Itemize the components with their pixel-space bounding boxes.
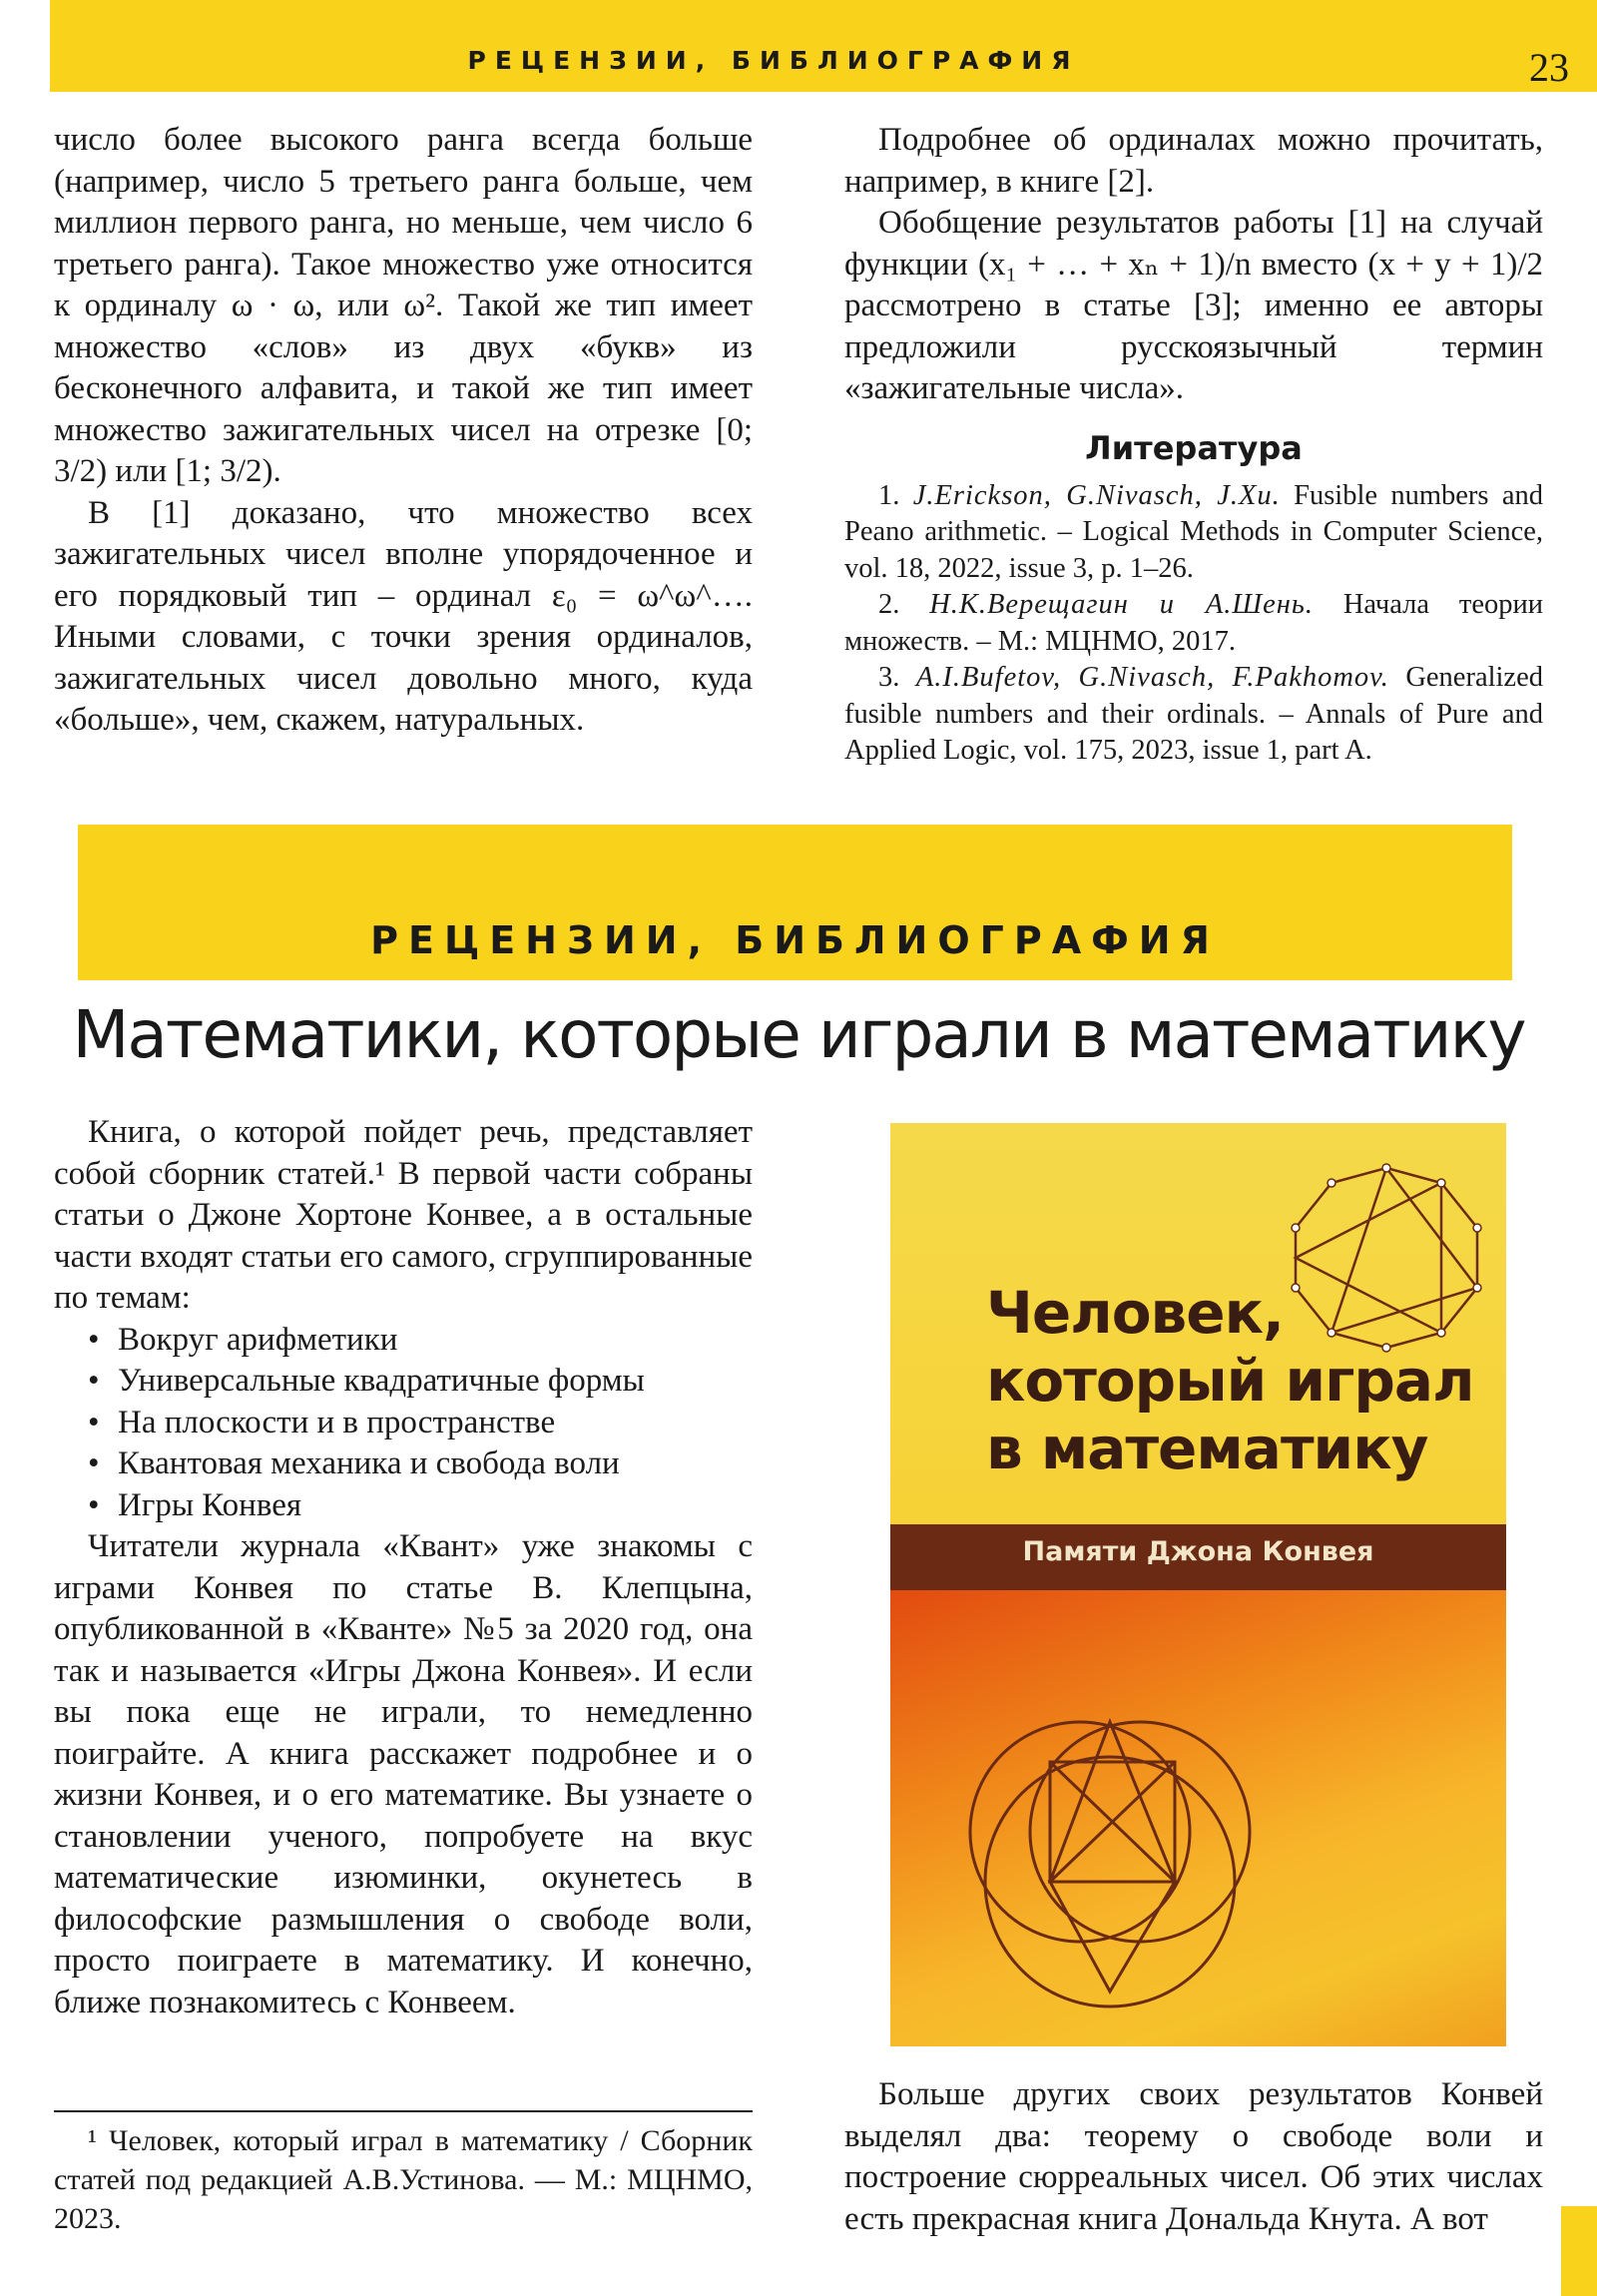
list-item: • На плоскости и в пространстве bbox=[88, 1403, 753, 1444]
paragraph-continuation: Больше других своих результатов Конвей выделял два: теорему о свободе воли и построение сюрреальных чисел. Об этих числах есть прекрасная книга Дональда Кнута. А вот bbox=[844, 2076, 1543, 2237]
references-list bbox=[844, 478, 1543, 770]
list-item: • Универсальные квадратичные формы bbox=[88, 1361, 753, 1403]
paragraph-body: Читатели журнала «Квант» уже знакомы с играми Конвея по статье В. Клепцына, опубликованной в «Кванте» №5 за 2020 год, она так и называется «Игры Джона Конвея». И если вы пока еще не играли, то немедленно поиграйте. А книга расскажет подробнее и о жизни Конвея, и о его математике. Вы узнаете о становлении ученого, попробуете на вкус математические изюминки, окунетесь в философские размышления о свободе воли, просто поиграете в математику. И конечно, ближе познакомитесь с Конвеем. bbox=[54, 1528, 753, 2020]
footnote-divider bbox=[54, 2110, 753, 2112]
running-head-title: РЕЦЕНЗИИ, БИБЛИОГРАФИЯ bbox=[467, 46, 1080, 75]
cover-title: Человек, который играл в математику bbox=[986, 1279, 1474, 1482]
paragraph-intro: Книга, о которой пойдет речь, представляет собой сборник статей.¹ В первой части собраны статьи о Джоне Хортоне Конвее, а в остальные части входят статьи его самого, сгруппированные по темам: bbox=[54, 1114, 753, 1316]
references-heading: Литература bbox=[1085, 428, 1303, 467]
running-head bbox=[50, 0, 1597, 92]
reference-item: 2. Н.К.Верещагин и А.Шень. Начала теории множеств. – М.: МЦНМО, 2017. bbox=[844, 589, 1543, 657]
cover-subtitle-band bbox=[890, 1524, 1506, 1590]
right-column-bottom bbox=[844, 2074, 1543, 2240]
right-column-top bbox=[844, 120, 1543, 770]
footnote bbox=[54, 2121, 753, 2238]
list-item: • Квантовая механика и свобода воли bbox=[88, 1443, 753, 1485]
cover-subtitle: Памяти Джона Конвея bbox=[1022, 1536, 1374, 1567]
paragraph-generalization: Обобщение результатов работы [1] на случай функции (x₁ + … + xₙ + 1)/n вместо (x + y + 1)/2 рассмотрено в статье [3]; именно ее авторы предложили русскоязычный термин «зажигательные числа». bbox=[844, 205, 1543, 406]
paragraph-ordinals: число более высокого ранга всегда больше (например, число 5 третьего ранга больше, чем миллион первого ранга, но меньше, чем число 6 третьего ранга). Такое множество уже относится к ординалу ω · ω, или ω². Такой же тип имеет множество «слов» из двух «букв» из бесконечного алфавита, и такой же тип имеет множество зажигательных чисел на отрезке [0; 3/2) или [1; 3/2). bbox=[54, 122, 753, 489]
list-item: • Вокруг арифметики bbox=[88, 1320, 753, 1362]
page-edge-strip bbox=[1561, 2206, 1597, 2296]
section-banner-title: РЕЦЕНЗИИ, БИБЛИОГРАФИЯ bbox=[370, 918, 1220, 962]
paragraph-proof: В [1] доказано, что множество всех зажигательных чисел вполне упорядоченное и его порядковый тип – ординал ε₀ = ω^ω^…. Иными словами, с точки зрения ординалов, зажигательных чисел довольно много, куда «больше», чем, скажем, натуральных. bbox=[54, 494, 753, 738]
paragraph-more-info: Подробнее об ординалах можно прочитать, например, в книге [2]. bbox=[844, 122, 1543, 200]
section-banner bbox=[78, 825, 1512, 980]
book-cover bbox=[890, 1123, 1506, 2046]
topics-list bbox=[54, 1320, 753, 1527]
reference-item: 1. J.Erickson, G.Nivasch, J.Xu. Fusible numbers and Peano arithmetic. – Logical Methods in Computer Science, vol. 18, 2022, issue 3, p. 1–26. bbox=[844, 479, 1543, 584]
left-column-top bbox=[54, 120, 753, 742]
reference-item: 3. A.I.Bufetov, G.Nivasch, F.Pakhomov. Generalized fusible numbers and their ordinals. – Annals of Pure and Applied Logic, vol. 175, 2023, issue 1, part A. bbox=[844, 662, 1543, 766]
page-number: 23 bbox=[1529, 45, 1569, 90]
footnote-text: ¹ Человек, который играл в математику / Сборник статей под редакцией А.В.Устинова. — М.: МЦНМО, 2023. bbox=[54, 2124, 753, 2235]
article-title: Математики, которые играли в математику bbox=[72, 996, 1525, 1073]
list-item: • Игры Конвея bbox=[88, 1485, 753, 1527]
left-column-article bbox=[54, 1112, 753, 2023]
